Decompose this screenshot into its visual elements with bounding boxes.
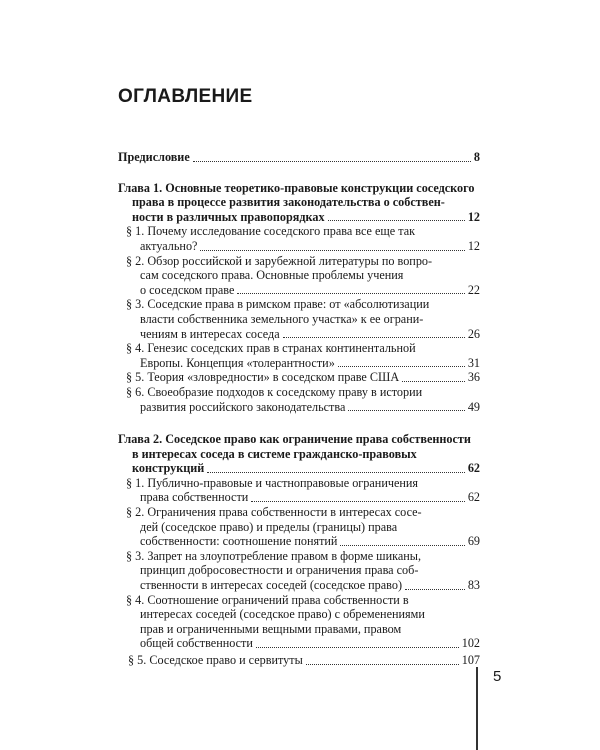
toc-entry-title: ности в различных правопорядках xyxy=(132,209,325,224)
dot-leader xyxy=(207,472,464,473)
toc-entry-ch1-s4[interactable] xyxy=(118,341,480,370)
dot-leader xyxy=(340,545,464,546)
toc-page-number: 83 xyxy=(467,578,480,593)
table-of-contents xyxy=(118,150,480,668)
dot-leader xyxy=(402,381,465,382)
toc-entry-title: в интересах соседа в системе гражданско-правовых xyxy=(132,446,417,461)
toc-entry-ch2-s2[interactable] xyxy=(118,505,480,549)
toc-entry-ch1-s3[interactable] xyxy=(118,297,480,341)
toc-entry-title: права собственности xyxy=(140,490,249,505)
toc-entry-title: прав и ограниченными вещными правами, правом xyxy=(140,621,402,636)
toc-heading: ОГЛАВЛЕНИЕ xyxy=(118,86,253,107)
dot-leader xyxy=(306,664,459,665)
toc-entry-title: Европы. Концепция «толерантности» xyxy=(140,355,335,370)
toc-entry-ch1-s5[interactable] xyxy=(118,370,480,385)
toc-entry-title: развития российского законодательства xyxy=(140,399,346,414)
toc-page-number: 12 xyxy=(467,238,480,253)
toc-entry-ch2-s4[interactable] xyxy=(118,593,480,651)
toc-entry-title: Глава 2. Соседское право как ограничение права собственности xyxy=(118,432,471,447)
toc-entry-title: Предисловие xyxy=(118,150,190,164)
toc-page-number: 22 xyxy=(467,282,480,297)
dot-leader xyxy=(283,337,465,338)
toc-page-number: 69 xyxy=(467,534,480,549)
toc-entry-ch1-s6[interactable] xyxy=(118,385,480,414)
dot-leader xyxy=(348,410,464,411)
toc-entry-title: собственности: соотношение понятий xyxy=(140,534,338,549)
dot-leader xyxy=(328,220,465,221)
toc-page-number: 49 xyxy=(467,399,480,414)
toc-page-number: 36 xyxy=(467,370,480,385)
toc-entry-ch1-s1[interactable] xyxy=(118,224,480,253)
toc-entry-title: § 1. Публично-правовые и частноправовые ограничения xyxy=(126,475,419,490)
toc-entry-ch2-s3[interactable] xyxy=(118,549,480,593)
toc-entry-title: § 3. Запрет на злоупотребление правом в форме шиканы, xyxy=(126,548,421,563)
toc-page-number: 8 xyxy=(473,150,480,164)
toc-entry-title: общей собственности xyxy=(140,636,253,651)
toc-entry-title: § 1. Почему исследование соседского права все еще так xyxy=(126,224,416,239)
toc-entry-title: § 6. Своеобразие подходов к соседскому праву в истории xyxy=(126,384,423,399)
page-number-rule xyxy=(476,667,478,750)
toc-entry-chapter-2[interactable] xyxy=(118,432,480,476)
toc-entry-title: § 2. Ограничения права собственности в интересах сосе- xyxy=(126,505,422,520)
toc-entry-title: принцип добросовестности и ограничения права соб- xyxy=(140,563,419,578)
toc-entry-title: дей (соседское право) и пределы (границы) права xyxy=(140,519,398,534)
dot-leader xyxy=(338,366,465,367)
toc-page-number: 102 xyxy=(461,636,480,651)
toc-entry-title: о соседском праве xyxy=(140,282,235,297)
toc-entry-title: власти собственника земельного участка» к ее ограни- xyxy=(140,311,424,326)
toc-page-number: 31 xyxy=(467,355,480,370)
toc-entry-title: интересах соседей (соседское право) с обременениями xyxy=(140,607,425,622)
toc-page-number: 26 xyxy=(467,326,480,341)
toc-entry-title: ственности в интересах соседей (соседское право) xyxy=(140,578,402,593)
toc-entry-title: конструкций xyxy=(132,461,205,476)
dot-leader xyxy=(405,589,465,590)
toc-entry-title: § 4. Генезис соседских прав в странах континентальной xyxy=(126,341,416,356)
toc-entry-title: чениям в интересах соседа xyxy=(140,326,280,341)
toc-entry-title: сам соседского права. Основные проблемы учения xyxy=(140,268,404,283)
toc-entry-title: Глава 1. Основные теоретико-правовые конструкции соседского xyxy=(118,180,475,195)
toc-entry-title: § 5. Соседское право и сервитуты xyxy=(128,653,303,667)
toc-entry-title: актуально? xyxy=(140,238,198,253)
toc-page-number: 107 xyxy=(461,653,480,667)
dot-leader xyxy=(200,250,464,251)
toc-entry-title: § 2. Обзор российской и зарубежной литературы по вопро- xyxy=(126,253,433,268)
toc-entry-title: § 4. Соотношение ограничений права собственности в xyxy=(126,592,409,607)
dot-leader xyxy=(251,501,465,502)
dot-leader xyxy=(193,161,471,162)
toc-page-number: 12 xyxy=(467,209,480,224)
toc-entry-preface[interactable] xyxy=(118,150,480,165)
page-number: 5 xyxy=(493,668,502,685)
toc-page-number: 62 xyxy=(467,490,480,505)
dot-leader xyxy=(256,647,459,648)
toc-entry-title: § 5. Теория «зловредности» в соседском праве США xyxy=(126,370,400,385)
toc-entry-title: § 3. Соседские права в римском праве: от «абсолютизации xyxy=(126,297,430,312)
toc-entry-ch1-s2[interactable] xyxy=(118,254,480,298)
toc-page-number: 62 xyxy=(467,461,480,476)
toc-entry-ch2-s1[interactable] xyxy=(118,476,480,505)
toc-entry-chapter-1[interactable] xyxy=(118,181,480,225)
toc-entry-ch2-s5[interactable] xyxy=(118,653,480,668)
toc-entry-title: права в процессе развития законодательства о собствен- xyxy=(132,195,445,210)
dot-leader xyxy=(237,293,464,294)
